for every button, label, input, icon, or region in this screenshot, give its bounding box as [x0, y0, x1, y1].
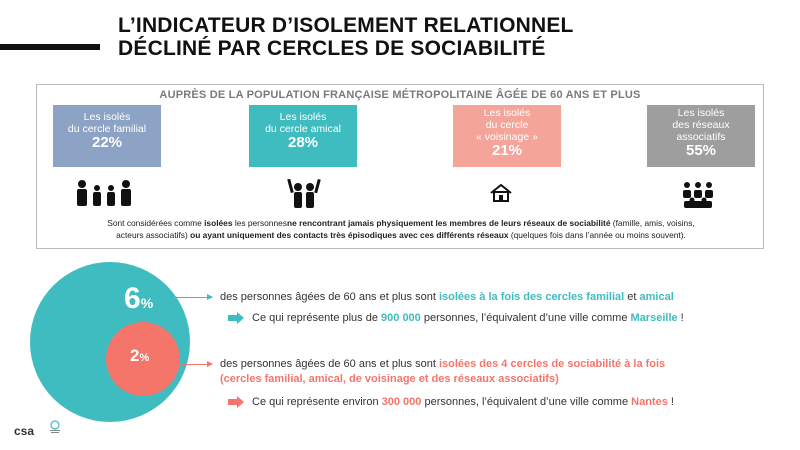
note-text: (quelques fois dans l’année ou moins souvent). [508, 230, 686, 240]
stat-2-text [220, 358, 665, 370]
box-neighbors [453, 105, 561, 167]
stat-highlight: isolées des 4 cercles de sociabilité à la fois [438, 358, 666, 370]
box-label-2: des réseaux [672, 119, 730, 131]
box-label-1: Les isolés [279, 111, 327, 123]
friends-icon [287, 179, 321, 209]
note-text: Sont considérées comme [107, 218, 205, 228]
partner-logo-icon [48, 420, 62, 434]
stat-6-text [220, 291, 674, 303]
stat-highlight: 900 000 [381, 312, 421, 324]
group-icon [681, 181, 715, 209]
title-line-1: L’INDICATEUR D’ISOLEMENT RELATIONNEL [118, 14, 574, 37]
box-label-1: Les isolés [677, 107, 725, 119]
stat-highlight: (cercles familial, amical, de voisinage et des réseaux associatifs) [220, 373, 559, 385]
stat-unit: % [140, 295, 154, 311]
box-label-2: du cercle familial [67, 123, 147, 135]
box-associations [647, 105, 755, 167]
stat-text: et [624, 291, 640, 303]
stat-text: personnes, l’équivalent d’une ville comme [421, 396, 632, 408]
note-bold: isolées [204, 218, 233, 228]
title-accent-bar [0, 44, 100, 50]
family-icon [75, 179, 137, 207]
note-text: les personnes [232, 218, 287, 228]
stat-text: Ce qui représente plus de [252, 312, 382, 324]
stat-6-value [124, 282, 153, 316]
connector-arrow-6 [160, 297, 212, 298]
box-label-3: « voisinage » [476, 131, 538, 143]
box-label-1: Les isolés [483, 107, 531, 119]
box-label-2: du cercle amical [265, 123, 341, 135]
stat-number: 6 [124, 282, 141, 315]
stat-text: Ce qui représente environ [252, 396, 382, 408]
box-label-2: du cercle [485, 119, 529, 131]
page-title [118, 14, 574, 60]
indicator-panel [36, 84, 764, 249]
csa-logo: csa [14, 424, 35, 438]
stat-2-text-cont [220, 373, 559, 385]
city-name: Marseille [630, 312, 678, 324]
stat-2-value [130, 346, 149, 366]
stat-text: des personnes âgées de 60 ans et plus sont [220, 291, 439, 303]
stat-highlight: isolées à la fois des cercles familial [438, 291, 625, 303]
arrow-right-icon [228, 312, 244, 324]
panel-subtitle: AUPRÈS DE LA POPULATION FRANÇAISE MÉTROPOLITAINE ÂGÉE DE 60 ANS ET PLUS [159, 89, 641, 101]
stat-highlight: 300 000 [381, 396, 422, 408]
box-percent: 21% [491, 142, 523, 159]
stat-text: des personnes âgées de 60 ans et plus sont [220, 358, 439, 370]
house-icon [489, 183, 513, 203]
stat-text: ! [667, 396, 674, 408]
stat-text: personnes, l’équivalent d’une ville comme [420, 312, 631, 324]
stat-2-equivalent [252, 396, 674, 408]
title-line-2: DÉCLINÉ PAR CERCLES DE SOCIABILITÉ [118, 37, 546, 60]
note-bold: ou ayant uniquement des contacts très épisodiques avec ces différents réseaux [190, 230, 509, 240]
stat-number: 2 [130, 346, 140, 365]
stat-highlight: amical [639, 291, 674, 303]
box-percent: 55% [685, 142, 717, 159]
city-name: Nantes [631, 396, 668, 408]
note-bold: ne rencontrant jamais physiquement les membres de leurs réseaux de sociabilité [286, 218, 611, 228]
note-text: (famille, amis, voisins, [610, 218, 695, 228]
box-percent: 22% [91, 134, 123, 151]
note-text: acteurs associatifs) [116, 230, 191, 240]
box-label-3: associatifs [676, 131, 726, 143]
stat-6-equivalent [252, 312, 684, 324]
definition-note [43, 217, 759, 241]
stat-text: ! [677, 312, 684, 324]
arrow-right-icon [228, 396, 244, 408]
box-friends [249, 105, 357, 167]
box-percent: 28% [287, 134, 319, 151]
box-family [53, 105, 161, 167]
box-label-1: Les isolés [83, 111, 131, 123]
connector-arrow-2 [182, 364, 212, 365]
stat-unit: % [139, 352, 150, 364]
